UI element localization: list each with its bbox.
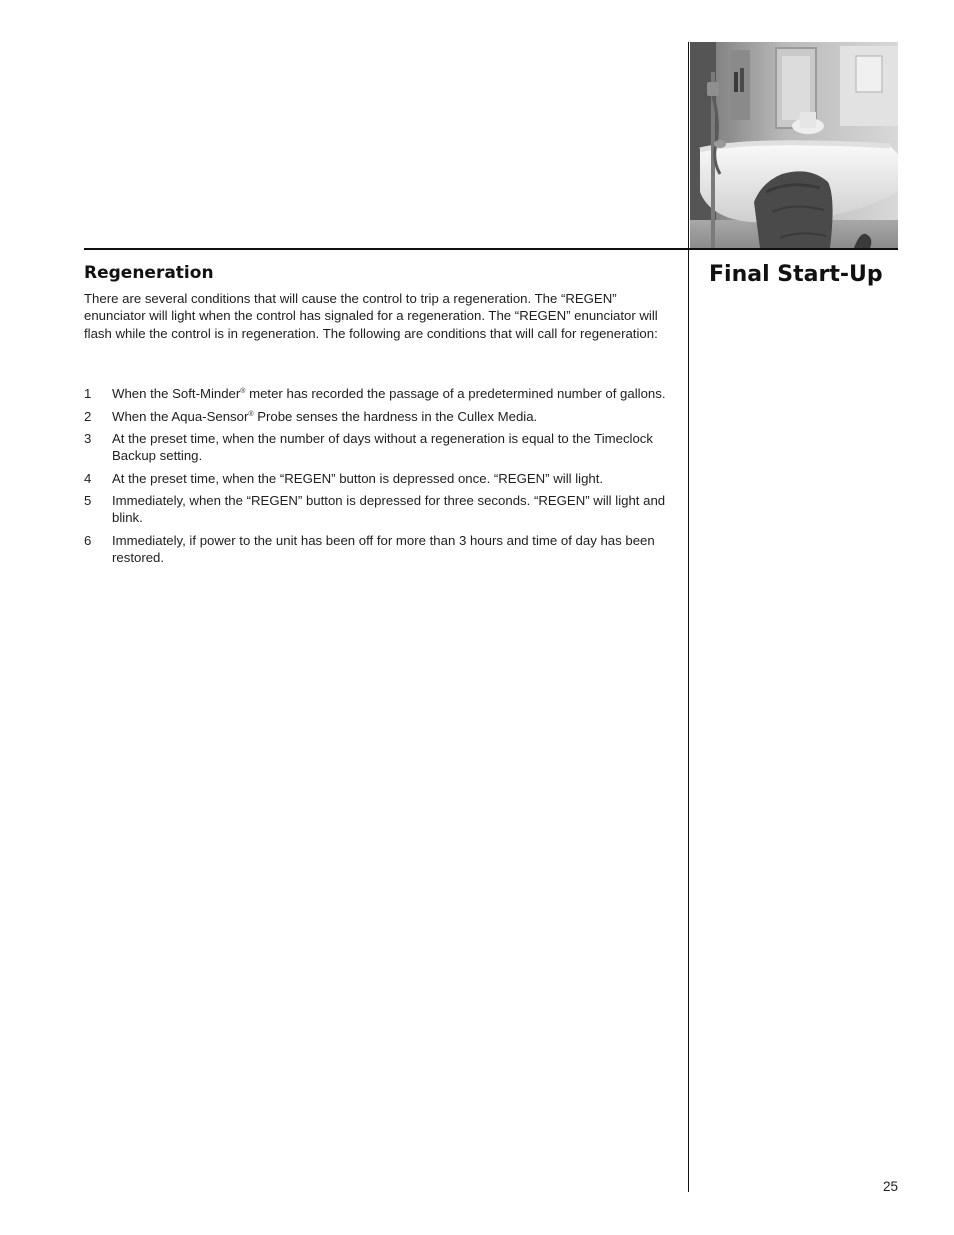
registered-mark: ®	[240, 388, 246, 395]
list-item	[84, 492, 684, 526]
column-divider	[688, 42, 689, 1192]
list-item-number: 1	[84, 386, 92, 401]
header-divider	[84, 248, 898, 250]
list-item-text: At the preset time, when the number of days without a regeneration is equal to the Timeclock Backup setting.	[112, 431, 653, 463]
list-item-number: 2	[84, 408, 92, 424]
list-item	[84, 408, 684, 425]
list-item-text: Immediately, when the “REGEN” button is depressed for three seconds. “REGEN” will light and blink.	[112, 493, 666, 525]
page-number: 25	[882, 1179, 898, 1194]
bathtub-photo	[690, 42, 898, 248]
list-item	[84, 385, 684, 402]
conditions-list	[84, 385, 684, 571]
list-item	[84, 532, 684, 566]
list-item-text: At the preset time, when the “REGEN” button is depressed once. “REGEN” will light.	[112, 470, 604, 486]
list-item-text: When the Aqua-Sensor	[112, 408, 249, 424]
list-item-text: Immediately, if power to the unit has been off for more than 3 hours and time of day has been restored.	[112, 532, 655, 565]
intro-paragraph: There are several conditions that will cause the control to trip a regeneration. The “REGEN” enunciator will light when the control has signaled for a regeneration. The “REGEN” enunciator will flash while the control is in regeneration. The following are conditions that will call for regeneration:	[84, 291, 658, 341]
list-item-text: When the Soft-Minder	[112, 386, 241, 401]
section-heading: Regeneration	[84, 263, 214, 283]
list-item-text: meter has recorded the passage of a predetermined number of gallons.	[245, 386, 666, 401]
list-item-number: 5	[84, 493, 92, 508]
registered-mark: ®	[248, 410, 254, 418]
list-item	[84, 430, 684, 464]
list-item-number: 6	[84, 532, 92, 548]
chapter-title: Final Start-Up	[709, 262, 883, 287]
list-item-number: 4	[84, 470, 92, 486]
list-item	[84, 470, 684, 487]
list-item-number: 3	[84, 431, 92, 446]
list-item-text: Probe senses the hardness in the Cullex Media.	[253, 408, 538, 424]
